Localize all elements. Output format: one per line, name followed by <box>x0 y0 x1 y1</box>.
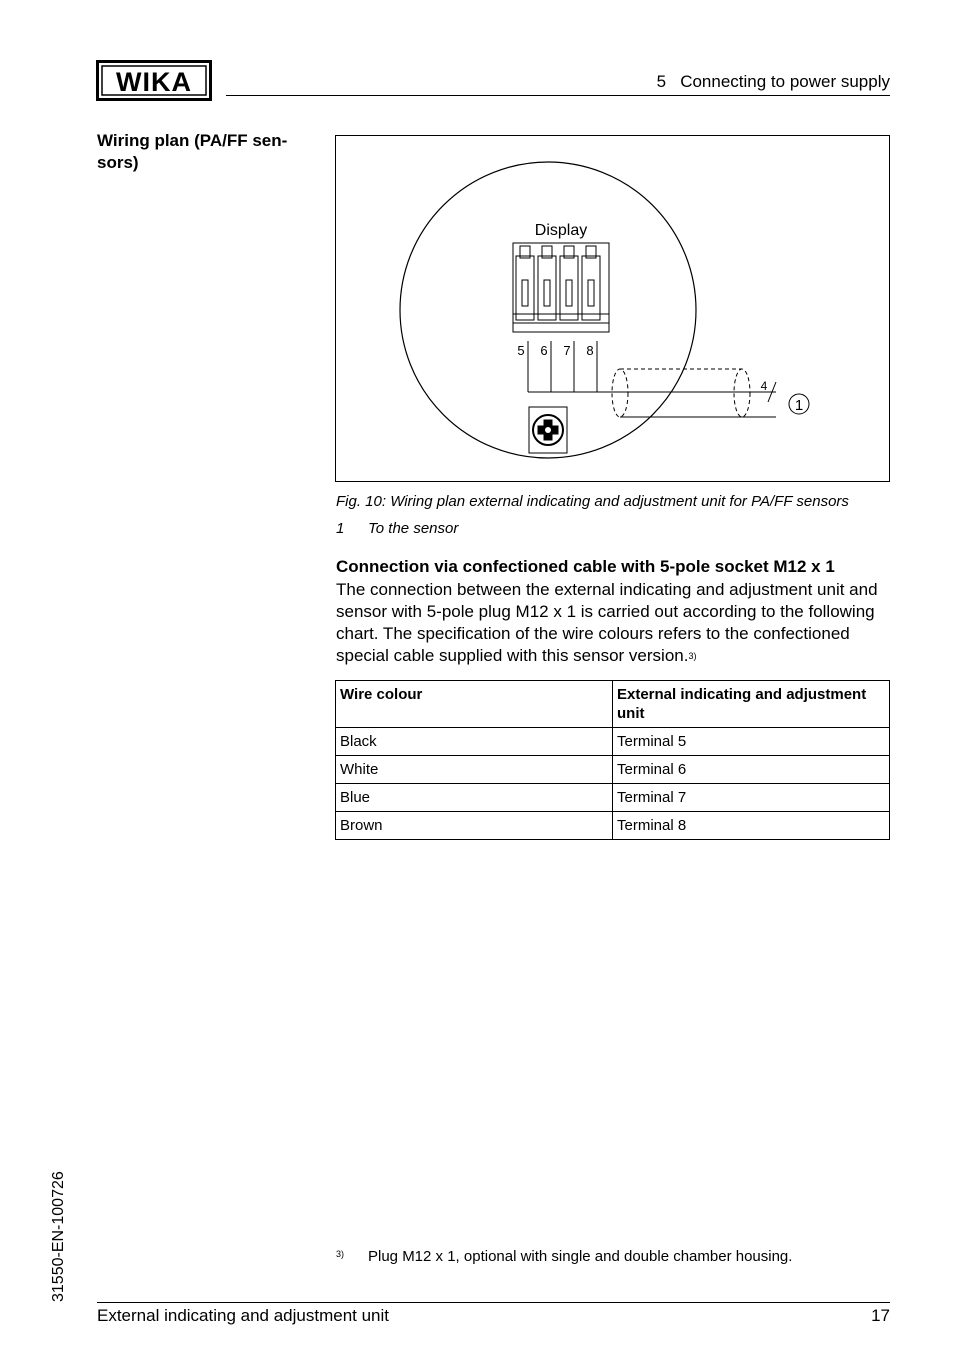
table-header-cell: External indicating and adjustment unit <box>613 681 890 728</box>
table-cell: Brown <box>336 812 613 840</box>
footer-title: External indicating and adjustment unit <box>97 1306 390 1325</box>
wire-count-label: 4 <box>760 379 768 393</box>
table-row <box>336 784 890 812</box>
footnote-ref: 3) <box>688 651 697 661</box>
section-title: Connection via confectioned cable with 5-pole socket M12 x 1 <box>336 557 835 576</box>
table-header-row <box>336 681 890 728</box>
document-id: 31550-EN-100726 <box>50 1171 67 1302</box>
page-number: 17 <box>871 1306 890 1325</box>
footnote-text: Plug M12 x 1, optional with single and double chamber housing. <box>368 1248 793 1265</box>
terminal-number: 5 <box>517 343 525 358</box>
table-cell: White <box>336 756 613 784</box>
legend-number: 1 <box>336 520 345 537</box>
legend-text: To the sensor <box>368 520 459 537</box>
table-row <box>336 812 890 840</box>
table-cell: Terminal 5 <box>613 728 890 756</box>
logo-text: WIKA <box>116 67 192 97</box>
table-cell: Blue <box>336 784 613 812</box>
wika-logo <box>96 60 214 102</box>
header-section: 5 Connecting to power supply <box>656 72 890 91</box>
footer-rule <box>97 1302 890 1303</box>
side-heading: Wiring plan (PA/FF sen- sors) <box>97 131 288 172</box>
table-cell: Terminal 6 <box>613 756 890 784</box>
table-cell: Black <box>336 728 613 756</box>
table-row <box>336 728 890 756</box>
table-cell: Terminal 8 <box>613 812 890 840</box>
table-header-cell: Wire colour <box>336 681 613 728</box>
terminal-number: 6 <box>540 343 548 358</box>
display-label: Display <box>534 222 588 239</box>
section-paragraph <box>336 579 891 667</box>
callout-number: 1 <box>794 397 804 414</box>
header-rule <box>226 95 890 96</box>
table-cell: Terminal 7 <box>613 784 890 812</box>
terminal-number: 7 <box>563 343 571 358</box>
wiring-figure <box>335 135 890 482</box>
terminal-block <box>513 243 609 332</box>
wire-colour-table <box>335 680 890 840</box>
footnote <box>336 1248 792 1265</box>
housing-circle <box>400 162 696 458</box>
figure-caption: Fig. 10: Wiring plan external indicating and adjustment unit for PA/FF sensors <box>336 493 849 510</box>
terminal-number: 8 <box>586 343 594 358</box>
footnote-mark: 3) <box>336 1249 345 1259</box>
wiring-diagram <box>336 136 889 481</box>
figure-legend <box>336 520 458 537</box>
paragraph-text: The connection between the external indicating and adjustment unit and sensor with 5-pole plug M12 x 1 is carried out according to the following chart. The specification of the wire colours refers to the confectioned special cable supplied with this sensor version. <box>336 580 878 665</box>
adjustment-knob-icon <box>529 407 567 453</box>
table-row <box>336 756 890 784</box>
